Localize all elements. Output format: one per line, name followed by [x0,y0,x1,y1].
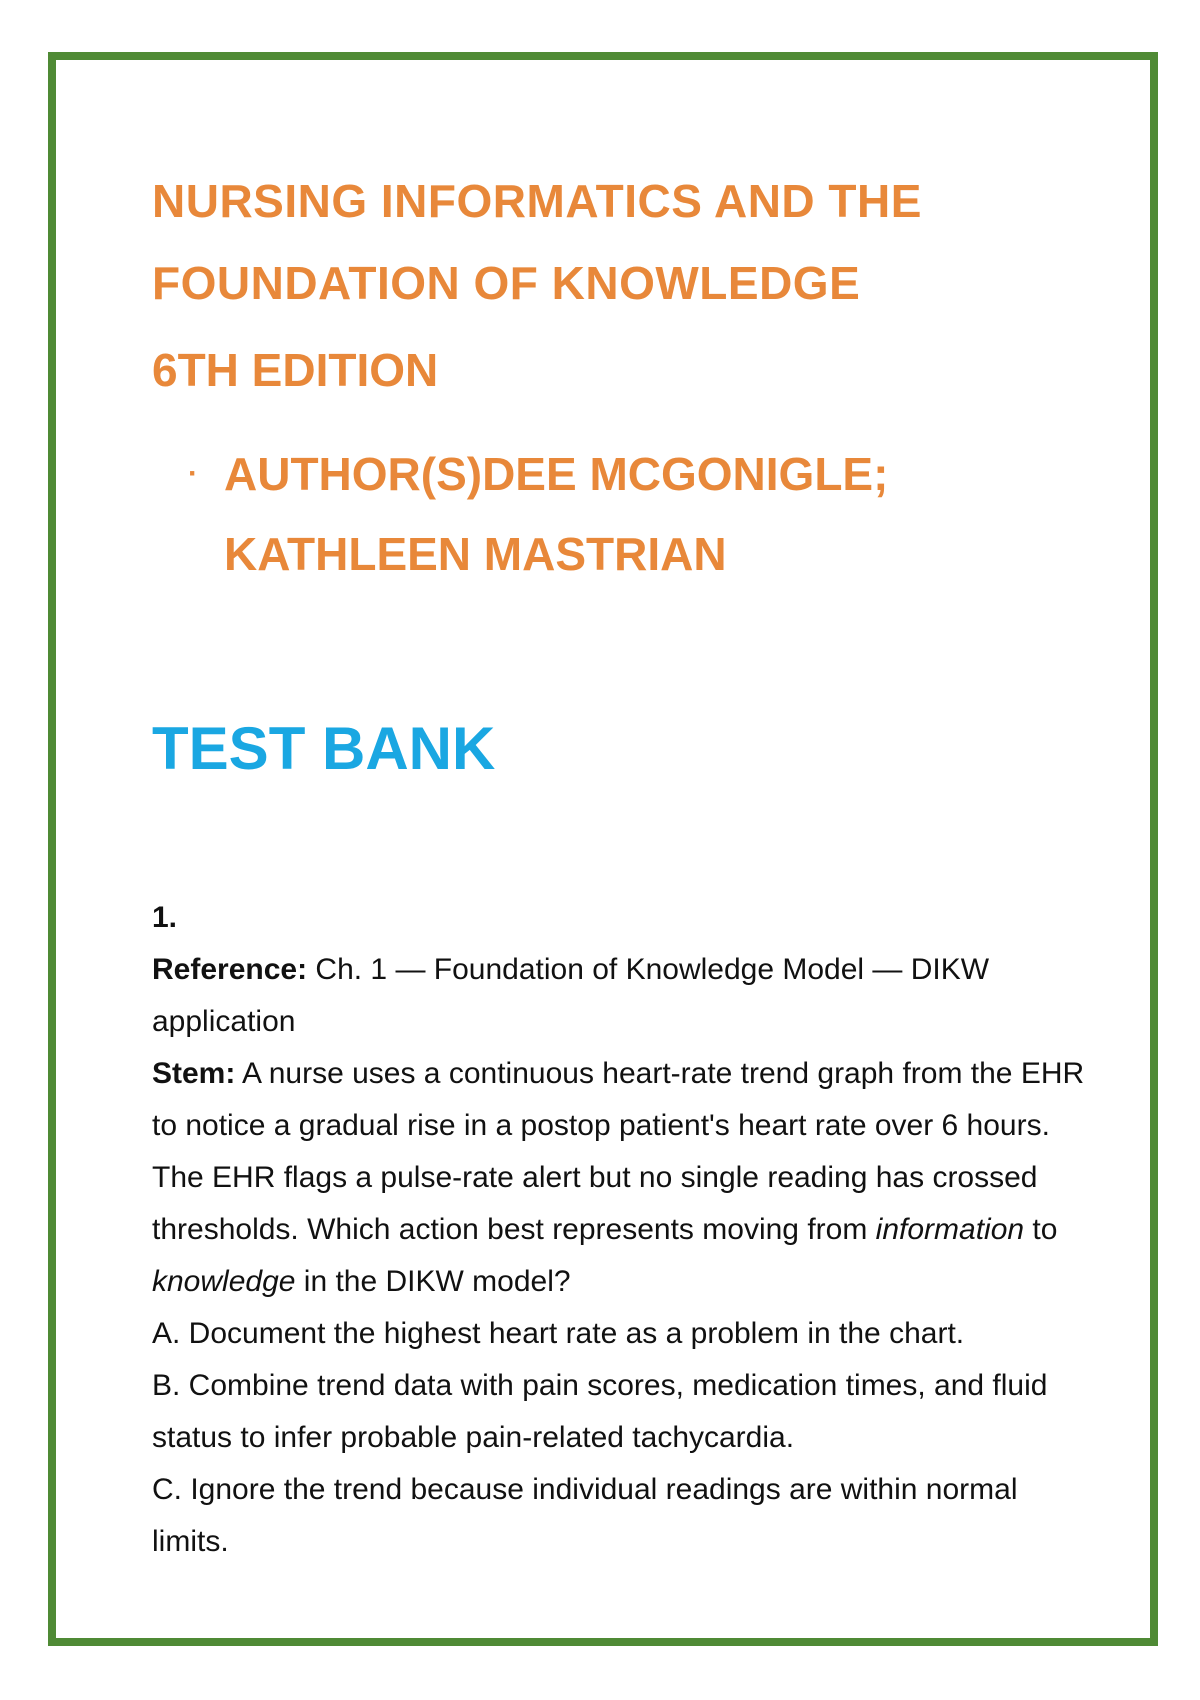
author-lines [224,434,888,594]
question-reference [152,944,1090,1048]
answer-option-c: C. Ignore the trend because individual readings are within normal limits. [152,1473,1018,1558]
question-block [152,892,1090,1568]
answer-option-b: B. Combine trend data with pain scores, medication times, and fluid status to infer probable pain-related tachycardia. [152,1369,1048,1454]
title-line-2: FOUNDATION OF KNOWLEDGE [152,257,861,309]
stem-emphasis-knowledge: knowledge [152,1265,296,1298]
book-title [152,160,1090,324]
reference-label: Reference: [152,953,308,986]
stem-emphasis-information: information [875,1213,1025,1246]
reference-text: Ch. 1 — Foundation of Knowledge Model — DIKW application [152,953,990,1038]
section-heading: TEST BANK [152,715,496,782]
stem-label: Stem: [152,1057,236,1090]
bullet-icon: · [188,457,198,490]
author-line-1: AUTHOR(S)DEE MCGONIGLE; [224,448,889,500]
title-line-1: NURSING INFORMATICS AND THE [152,175,922,227]
question-number: 1. [152,901,178,934]
edition-label: 6TH EDITION [152,344,439,396]
author-line-2: KATHLEEN MASTRIAN [224,528,727,580]
page-frame [48,52,1158,1646]
stem-text-1: A nurse uses a continuous heart-rate trend graph from the EHR to notice a gradual rise in a postop patient's heart rate over 6 hours. The EHR flags a pulse-rate alert but no single reading has crossed thresholds. Which action best represents moving from [152,1057,1085,1246]
document-content [152,60,1090,1568]
stem-text-3: in the DIKW model? [295,1265,571,1298]
answer-option-a: A. Document the highest heart rate as a problem in the chart. [152,1317,965,1350]
question-stem [152,1048,1090,1308]
author-list [152,434,1090,594]
stem-text-2: to [1024,1213,1058,1246]
